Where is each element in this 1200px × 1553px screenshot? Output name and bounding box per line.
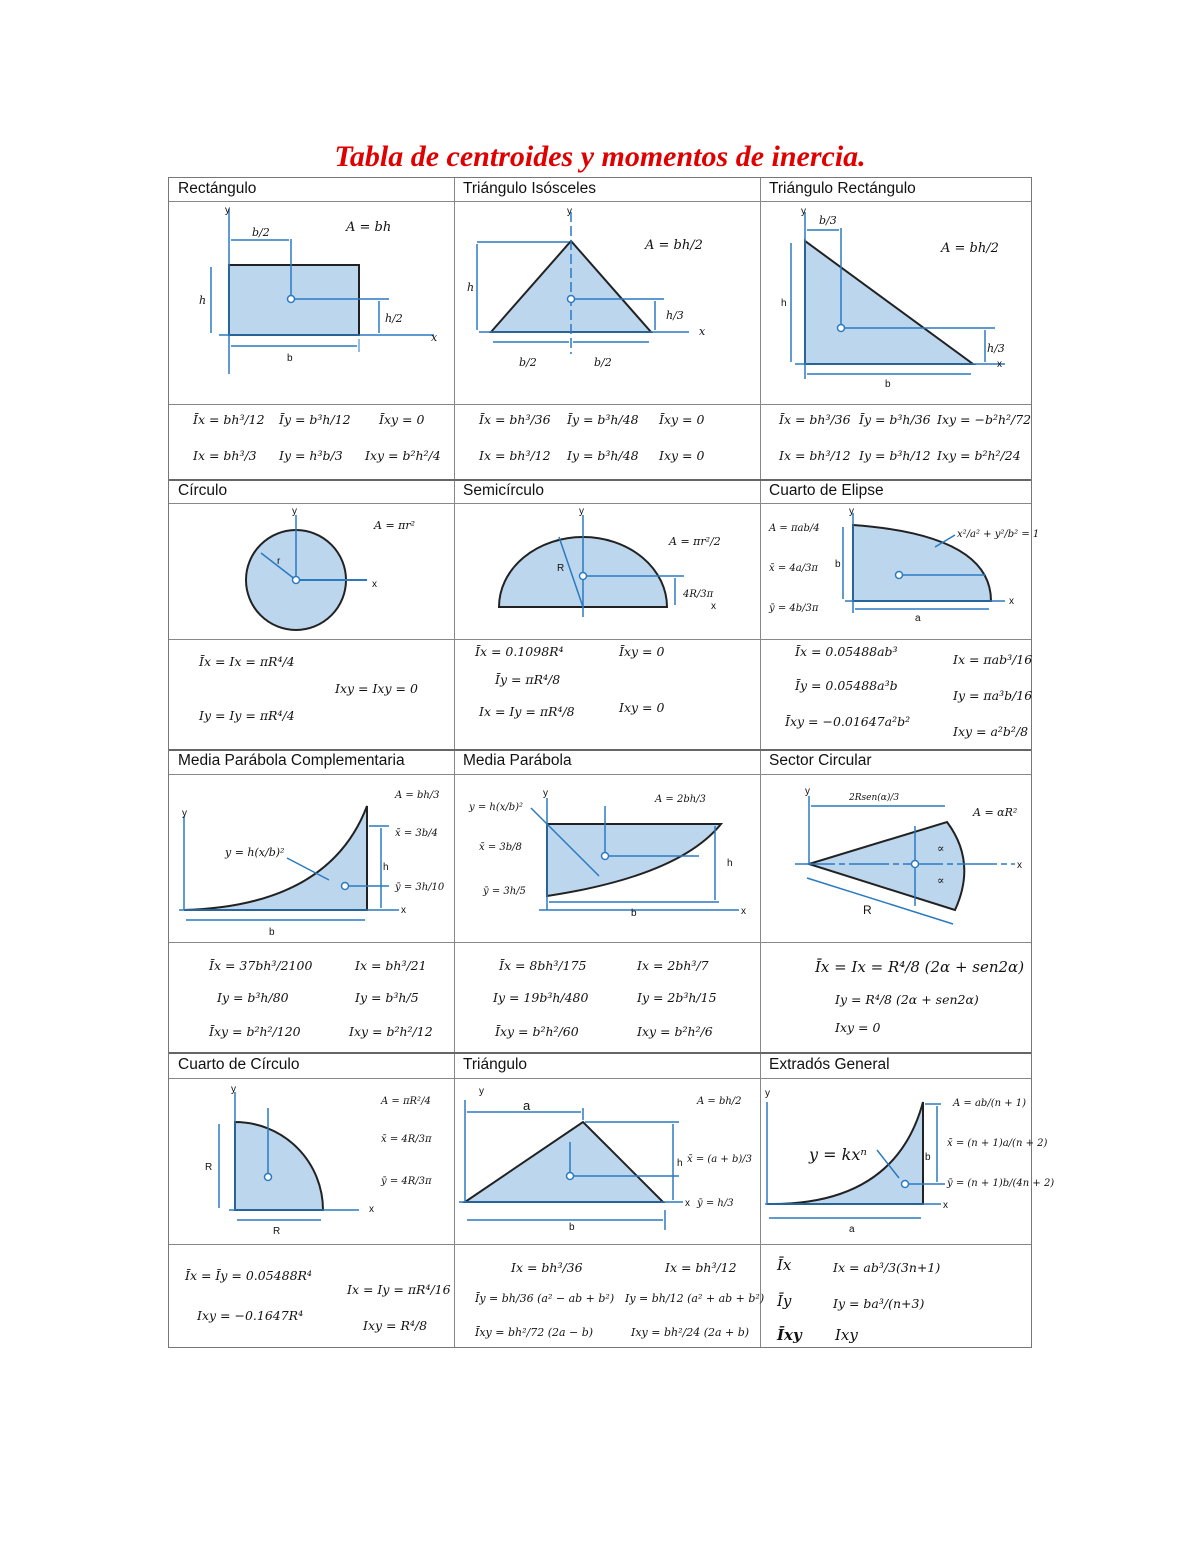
formula: Ixy = −0.1647R⁴ [197,1308,304,1323]
qell-equation-label: x²/a² + y²/b² = 1 [957,529,1040,540]
semi-r-label: R [557,563,565,574]
formula: Īx [777,1256,792,1274]
circle-y-label: y [292,506,297,517]
formula: Ixy = 0 [619,700,665,715]
section-divider [169,749,1031,751]
formula: Ixy [835,1326,858,1344]
row-divider [169,503,1031,504]
mp-x-label: x [741,906,746,917]
row-divider [169,942,1031,943]
formula: Iy = b³h/80 [217,990,289,1005]
formula: Īxy = 0 [619,644,665,659]
formula: Īy = bh/36 (a² − ab + b²) [475,1292,615,1305]
formula: Īx = Ix = R⁴/8 (2α + sen2α) [815,958,1025,976]
formula: Iy = 19b³h/480 [493,990,589,1005]
formula: Īx = bh³/36 [479,412,551,427]
mpc-y-label: y [182,808,187,819]
complementary-half-parabola-figure [179,776,449,940]
mpc-equation-label: y = h(x/b)² [225,846,285,859]
formula: Īy = b³h/12 [279,412,351,427]
extr-y-label: y [765,1088,770,1099]
extr-area-label: A = ab/(n + 1) [953,1098,1027,1109]
formula: Ixy = 0 [659,448,705,463]
formula: Iy = πa³b/16 [953,688,1033,703]
column-divider [454,178,455,1347]
extr-equation-label: y = kxⁿ [809,1145,867,1164]
qc-ybar-label: ȳ = 4R/3π [381,1176,432,1187]
header-triangulo-rectangulo: Triángulo Rectángulo [769,180,916,197]
formula: Īx = Ix = πR⁴/4 [199,654,295,669]
right-triangle-figure [765,204,1031,399]
qc-area-label: A = πR²/4 [381,1096,431,1107]
mpc-b-label: b [269,927,275,938]
tri-b-label: b [569,1222,575,1233]
mp-b-label: b [631,908,637,919]
header-media-parabola: Media Parábola [463,752,572,769]
sector-xbar-label: 2Rsen(α)/3 [849,793,900,803]
semi-x-label: x [711,601,716,612]
formula: Ixy = bh²/24 (2a + b) [631,1326,750,1339]
formula: Īxy = 0 [659,412,705,427]
iso-h3-label: h/3 [666,309,684,322]
rect-area-label: A = bh [346,220,392,235]
rect-x-label: x [431,331,438,344]
formula: Ix = Iy = πR⁴/16 [347,1282,451,1297]
formula: Ix = bh³/12 [665,1260,737,1275]
rect-h2-label: h/2 [385,312,403,325]
quarter-circle-figure [179,1080,449,1242]
iso-b2a-label: b/2 [519,356,537,369]
iso-h-label: h [467,281,475,294]
formula: Iy = Iy = πR⁴/4 [199,708,295,723]
mpc-xbar-label: x̄ = 3b/4 [395,828,438,839]
rtri-b-label: b [885,379,891,390]
row-divider [169,774,1031,775]
extr-xbar-label: x̄ = (n + 1)a/(n + 2) [947,1138,1048,1149]
header-triangulo-isosceles: Triángulo Isósceles [463,180,596,197]
rect-y-label: y [225,205,230,216]
iso-area-label: A = bh/2 [645,238,703,253]
tri-x-label: x [685,1198,690,1209]
formula: Ixy = b²h²/6 [637,1024,713,1039]
mpc-area-label: A = bh/3 [395,790,440,801]
formula: Īy = b³h/48 [567,412,639,427]
formula: Ix = bh³/36 [511,1260,583,1275]
header-cuarto-de-circulo: Cuarto de Círculo [178,1056,300,1073]
section-divider [169,1052,1031,1054]
formula: Īx = 0.1098R⁴ [475,644,564,659]
rtri-b3-label: b/3 [819,214,837,227]
formula: Īx = Īy = 0.05488R⁴ [185,1268,312,1283]
rtri-y-label: y [801,206,806,217]
formula: Ix = Iy = πR⁴/8 [479,704,575,719]
qc-xbar-label: x̄ = 4R/3π [381,1134,432,1145]
mpc-h-label: h [383,862,389,873]
formula: Īy = πR⁴/8 [495,672,561,687]
triangle-figure [459,1080,757,1242]
semi-y-label: y [579,506,584,517]
tri-xbar-label: x̄ = (a + b)/3 [687,1154,753,1165]
header-rectangulo: Rectángulo [178,180,257,197]
formula: Iy = b³h/48 [567,448,639,463]
mp-h-label: h [727,858,733,869]
extr-x-label: x [943,1200,948,1211]
formula: Īxy = b²h²/60 [495,1024,579,1039]
formula: Iy = b³h/12 [859,448,931,463]
formula: Īx = 8bh³/175 [499,958,587,973]
header-circulo: Círculo [178,482,228,499]
tri-h-label: h [677,1158,683,1169]
rtri-area-label: A = bh/2 [941,241,999,256]
tri-y-label: y [479,1086,484,1097]
header-media-parabola-complementaria: Media Parábola Complementaria [178,752,405,769]
formula: Ix = bh³/12 [779,448,851,463]
extrados-general-figure [765,1080,1055,1242]
mp-xbar-label: x̄ = 3b/8 [479,842,522,853]
qc-x-label: x [369,1204,374,1215]
qell-xbar-label: x̄ = 4a/3π [769,563,819,574]
quarter-ellipse-figure [765,505,1040,637]
rect-h-label: h [199,294,207,307]
formula: Īxy = −0.01647a²b² [785,714,911,729]
formula: Ixy = R⁴/8 [363,1318,428,1333]
iso-y-label: y [567,206,572,217]
formula: Ix = bh³/21 [355,958,427,973]
tri-area-label: A = bh/2 [697,1096,742,1107]
formula: Ix = bh³/3 [193,448,257,463]
formula: Iy = h³b/3 [279,448,343,463]
formula: Īxy = b²h²/120 [209,1024,301,1039]
row-divider [169,404,1031,405]
formula: Iy = 2b³h/15 [637,990,717,1005]
qc-y-label: y [231,1084,236,1095]
formula: Iy = bh/12 (a² + ab + b²) [625,1292,765,1305]
tri-ybar-label: ȳ = h/3 [697,1198,734,1209]
header-extrados-general: Extradós General [769,1056,890,1073]
formula: Īx = bh³/36 [779,412,851,427]
row-divider [169,1078,1031,1079]
formula: Ix = 2bh³/7 [637,958,709,973]
qc-r-bottom: R [273,1226,281,1237]
circle-x-label: x [372,579,377,590]
formula: Īx = 0.05488ab³ [795,644,898,659]
formula: Iy = R⁴/8 (2α + sen2α) [835,992,979,1007]
rect-b2-label: b/2 [252,226,270,239]
sector-area-label: A = αR² [973,806,1018,819]
formula: Ixy = b²h²/12 [349,1024,433,1039]
sector-y-label: y [805,786,810,797]
formula: Īx = bh³/12 [193,412,265,427]
tri-a-label: a [523,1098,531,1113]
sector-r-label: R [863,903,872,917]
half-parabola-figure [459,776,757,940]
formula: Ixy = 0 [835,1020,881,1035]
circular-sector-figure [765,776,1031,940]
circle-r-label: r [277,556,281,567]
header-triangulo: Triángulo [463,1056,528,1073]
extr-ybar-label: ȳ = (n + 1)b/(4n + 2) [947,1178,1055,1189]
formula: Ix = πab³/16 [953,652,1033,667]
formula: Īy [777,1292,792,1310]
rectangle-figure [179,204,449,399]
sector-x-label: x [1017,860,1022,871]
page-title: Tabla de centroides y momentos de inercia. [334,140,866,173]
rtri-h3-label: h/3 [987,342,1005,355]
formula: Iy = b³h/5 [355,990,419,1005]
semi-centroid-label: 4R/3π [683,589,714,600]
isosceles-triangle-figure [459,204,757,399]
qell-b-label: b [835,559,841,570]
qc-r-left: R [205,1162,213,1173]
header-semicirculo: Semicírculo [463,482,544,499]
mp-ybar-label: ȳ = 3h/5 [483,886,526,897]
rtri-h-label: h [781,298,787,309]
formula: Īy = 0.05488a³b [795,678,898,693]
qell-x-label: x [1009,596,1014,607]
mp-y-label: y [543,788,548,799]
circle-figure [179,505,449,637]
formula: Ixy = −b²h²/72 [937,412,1032,427]
semicircle-figure [459,505,757,637]
header-sector-circular: Sector Circular [769,752,872,769]
extr-b-label: b [925,1152,931,1163]
formula: Īxy = 0 [379,412,425,427]
rect-b-label: b [287,353,293,364]
formula: Iy = ba³/(n+3) [833,1296,925,1311]
formula: Ixy = b²h²/4 [365,448,441,463]
qell-a-label: a [915,613,921,624]
row-divider [169,201,1031,202]
extr-a-label: a [849,1224,855,1235]
mp-equation-label: y = h(x/b)² [469,802,524,813]
iso-b2b-label: b/2 [594,356,612,369]
centroid-table [168,177,1055,1348]
iso-x-label: x [699,325,706,338]
formula: Īxy [777,1326,802,1344]
mp-area-label: A = 2bh/3 [655,794,706,805]
header-cuarto-de-elipse: Cuarto de Elipse [769,482,884,499]
formula: Ix = ab³/3(3n+1) [833,1260,941,1275]
formula: Īy = b³h/36 [859,412,931,427]
formula: Ixy = Ixy = 0 [335,681,418,696]
formula: Īxy = bh²/72 (2a − b) [475,1326,594,1339]
formula: Īx = 37bh³/2100 [209,958,313,973]
qell-y-label: y [849,506,854,517]
formula: Ixy = b²h²/24 [937,448,1021,463]
semi-area-label: A = πr²/2 [669,535,721,548]
sector-alpha-lower: ∝ [937,874,945,887]
qell-area-label: A = πab/4 [769,523,820,534]
qell-ybar-label: ȳ = 4b/3π [769,603,819,614]
row-divider [169,1244,1031,1245]
section-divider [169,479,1031,481]
rtri-x-label: x [997,359,1002,370]
row-divider [169,639,1031,640]
mpc-x-label: x [401,905,406,916]
column-divider [760,178,761,1347]
formula: Ix = bh³/12 [479,448,551,463]
sector-alpha-upper: ∝ [937,842,945,855]
circle-area-label: A = πr² [374,519,416,532]
formula: Ixy = a²b²/8 [953,724,1029,739]
mpc-ybar-label: ȳ = 3h/10 [395,882,445,893]
